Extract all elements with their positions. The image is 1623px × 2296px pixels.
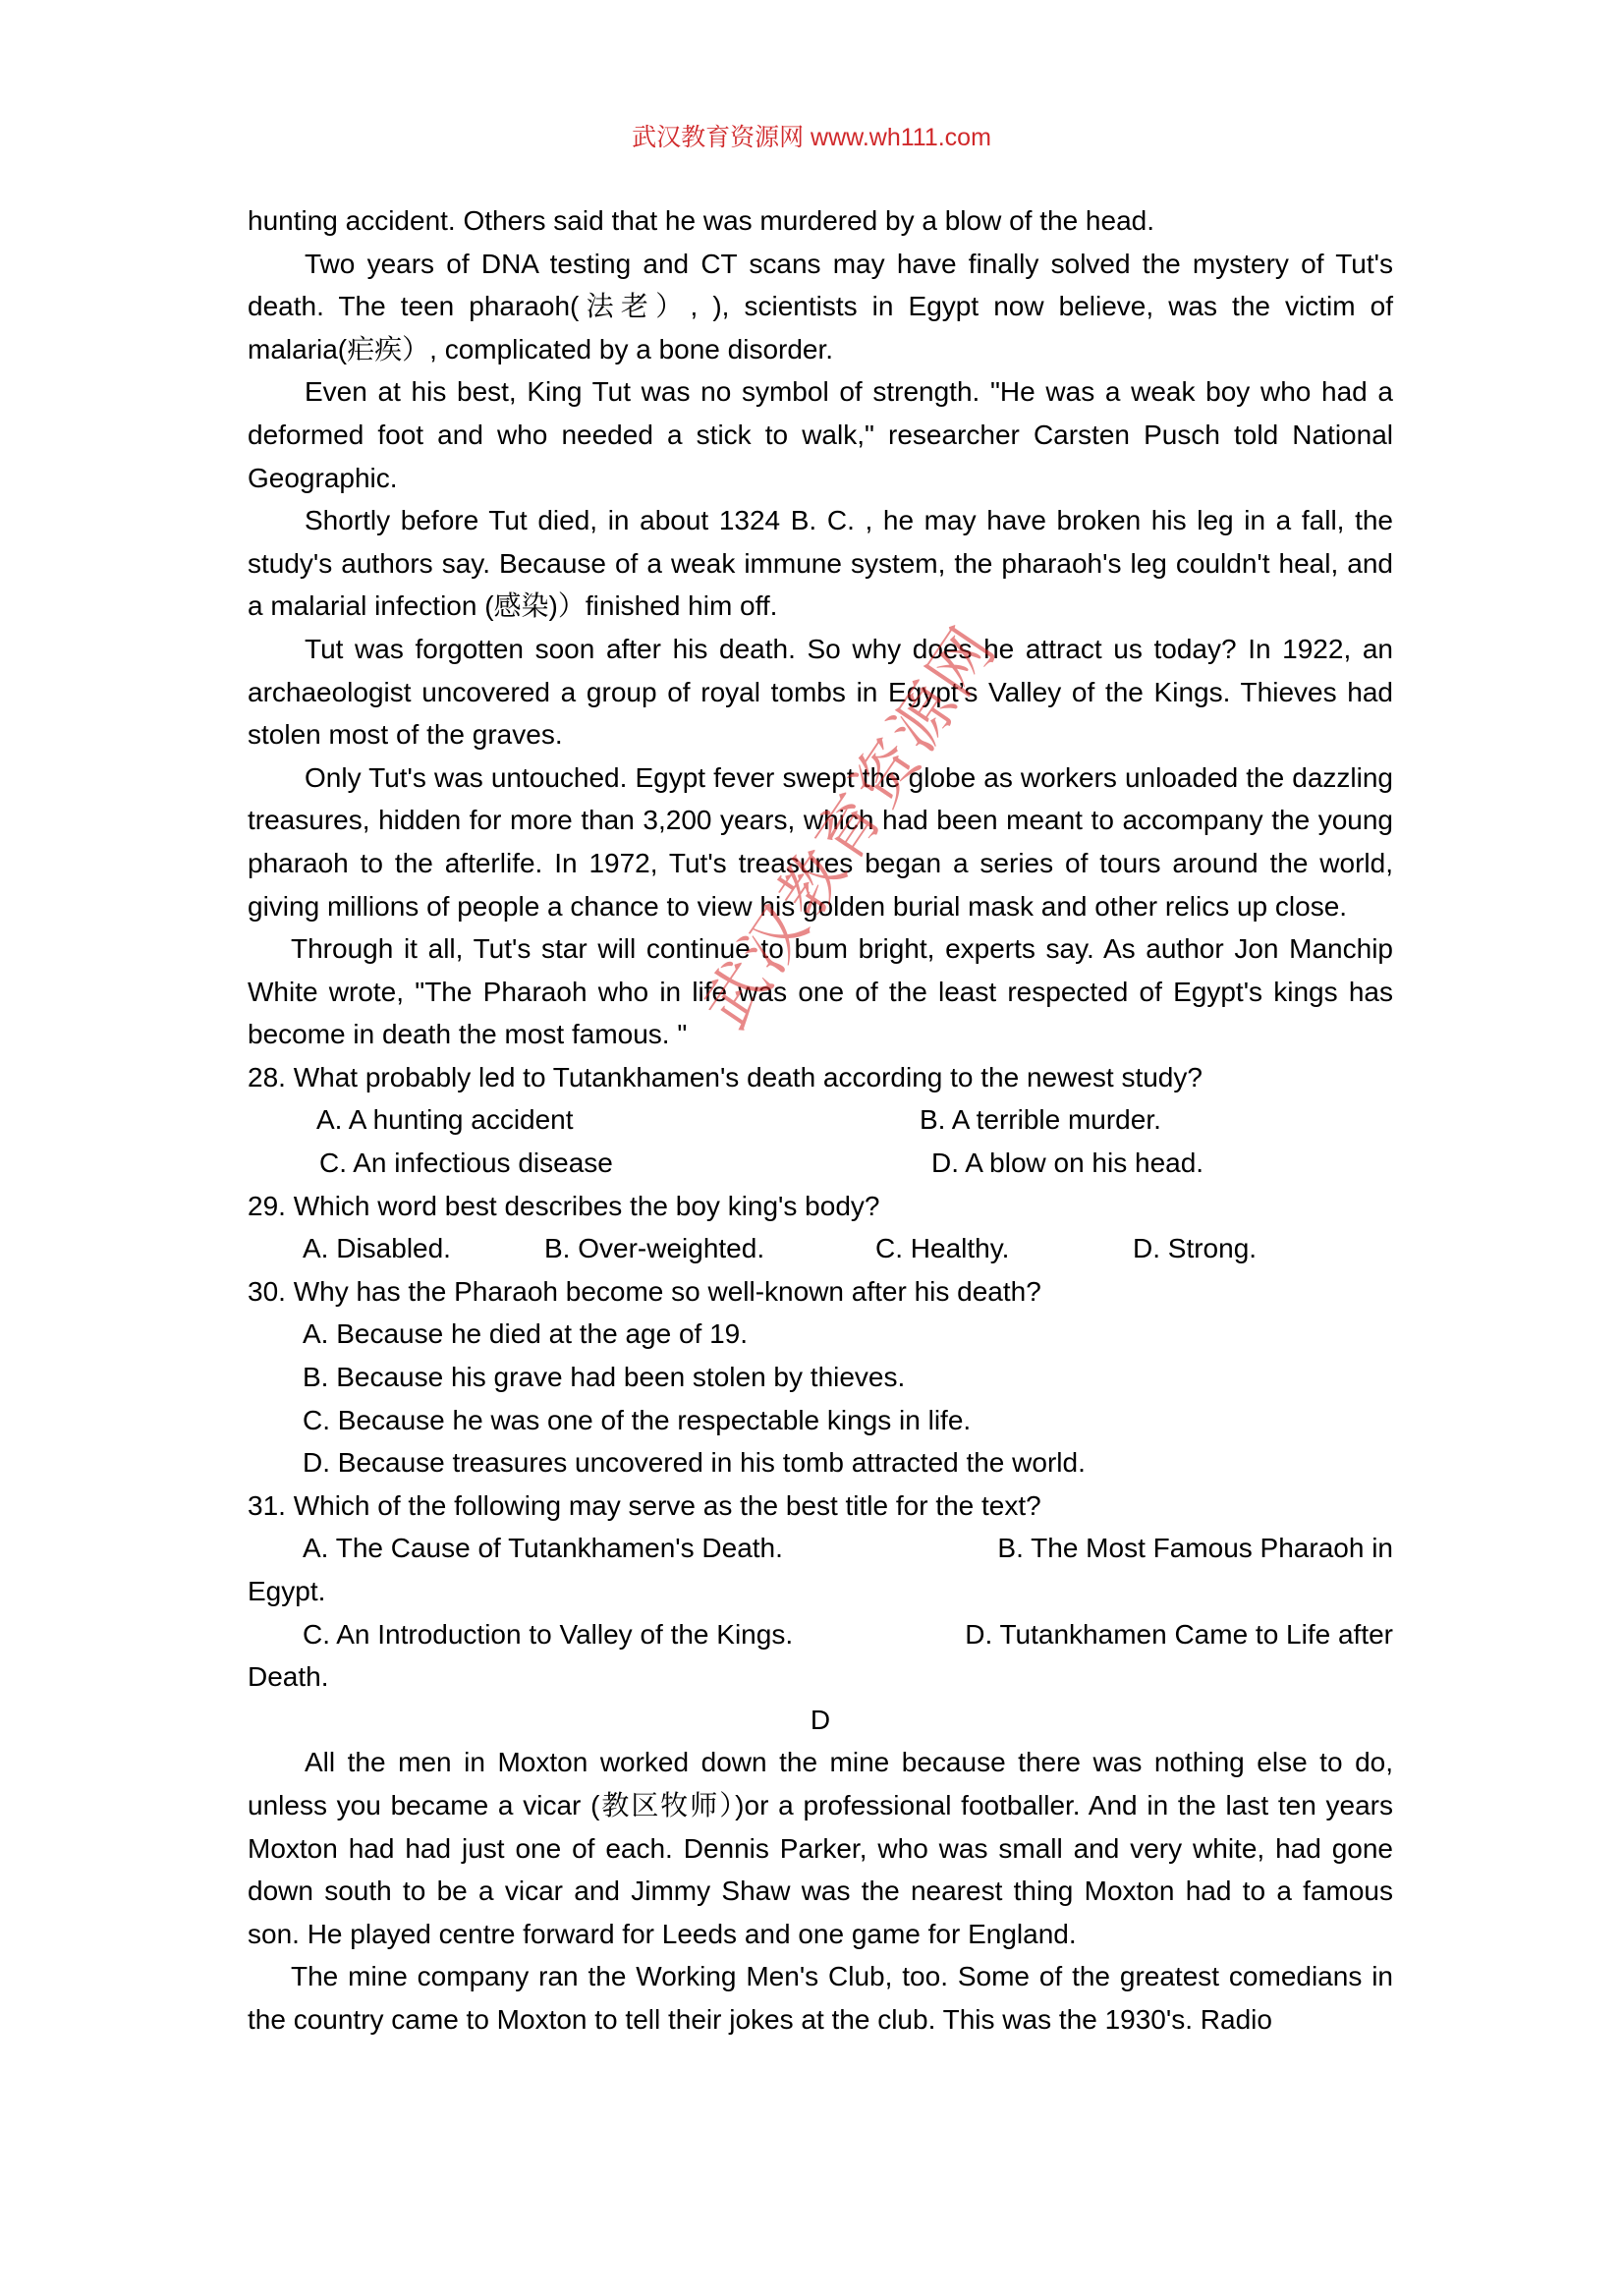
question-29: 29. Which word best describes the boy king's body? [248, 1190, 880, 1221]
question-28: 28. What probably led to Tutankhamen's death according to the newest study? [248, 1061, 1203, 1092]
question-28-options-row-2 [248, 1142, 1393, 1185]
paragraph: All the men in Moxton worked down the mine because there was nothing else to do, unless you became a vicar (教区牧师）)or a professional footballer. And in the last ten years Moxton had had just one of each. Dennis Parker, who was small and very white, had gone down south to be a vicar and Jimmy Shaw was the nearest thing Moxton had to a famous son. He played centre forward for Leeds and one game for England. [248, 1747, 1393, 1949]
option-b-continued: Egypt. [248, 1576, 326, 1606]
question-31-options-row-2 [248, 1613, 1393, 1656]
site-header: 武汉教育资源网 www.wh111.com [632, 124, 991, 151]
option-d: D. Strong. [1133, 1233, 1258, 1264]
paragraph: Two years of DNA testing and CT scans may have finally solved the mystery of Tut's death. The teen pharaoh(法老）, ), scientists in Egypt now believe, was the victim of malaria(疟疾）, complicated by a bone disorder. [248, 248, 1393, 364]
option-a: A. Disabled. [303, 1233, 451, 1264]
question-31-options-row-1 [248, 1527, 1393, 1570]
option-c: C. An infectious disease [319, 1148, 613, 1179]
option-d: D. Because treasures uncovered in his tomb attracted the world. [303, 1447, 1086, 1479]
question-29-options [248, 1227, 1393, 1270]
option-a: A. A hunting accident [316, 1104, 574, 1136]
option-c: C. Because he was one of the respectable kings in life. [303, 1404, 972, 1435]
option-b: B. Over-weighted. [544, 1233, 765, 1264]
paragraph: The mine company ran the Working Men's Club, too. Some of the greatest comedians in the country came to Moxton to tell their jokes at the club. This was the 1930's. Radio [248, 1961, 1393, 2035]
option-b: B. A terrible murder. [920, 1104, 1161, 1136]
question-31: 31. Which of the following may serve as the best title for the text? [248, 1489, 1041, 1521]
option-a: A. The Cause of Tutankhamen's Death. [303, 1533, 783, 1564]
option-b: B. The Most Famous Pharaoh in [997, 1533, 1393, 1564]
option-a: A. Because he died at the age of 19. [303, 1318, 749, 1350]
paragraph: Tut was forgotten soon after his death. So why does he attract us today? In 1922, an archaeologist uncovered a group of royal tombs in Egypt’s Valley of the Kings. Thieves had stolen most of the graves. [248, 633, 1393, 751]
option-d: D. A blow on his head. [931, 1148, 1204, 1179]
paragraph: Through it all, Tut's star will continue to bum bright, experts say. As author Jon Manchip White wrote, "The Pharaoh who in life was one of the least respected of Egypt's kings has become in death the most famous. " [248, 933, 1393, 1050]
watermark-stamp: 武汉教育资源网 [690, 612, 1012, 1041]
question-30: 30. Why has the Pharaoh become so well-known after his death? [248, 1275, 1041, 1307]
paragraph: Only Tut's was untouched. Egypt fever swept the globe as workers unloaded the dazzling treasures, hidden for more than 3,200 years, which had been meant to accompany the young pharaoh to the afterlife. In 1972, Tut's treasures began a series of tours around the world, giving millions of people a chance to view his golden burial mask and other relics up close. [248, 761, 1393, 922]
option-d-continued: Death. [248, 1661, 329, 1693]
option-c: C. An Introduction to Valley of the Kings. [303, 1618, 794, 1650]
option-c: C. Healthy. [875, 1233, 1010, 1264]
paragraph: hunting accident. Others said that he was murdered by a blow of the head. [248, 205, 1155, 236]
paragraph: Shortly before Tut died, in about 1324 B. C. , he may have broken his leg in a fall, the study's authors say. Because of a weak immune system, the pharaoh's leg couldn't heal, and a malarial infection (感染)）finished him off. [248, 505, 1393, 622]
option-d: D. Tutankhamen Came to Life after [965, 1618, 1393, 1650]
question-28-options-row-1 [248, 1098, 1393, 1142]
paragraph: Even at his best, King Tut was no symbol of strength. "He was a weak boy who had a deformed foot and who needed a stick to walk," researcher Carsten Pusch told National Geographic. [248, 376, 1393, 493]
document-body [248, 199, 1393, 2042]
option-b: B. Because his grave had been stolen by thieves. [303, 1362, 906, 1393]
section-label: D [810, 1704, 831, 1735]
